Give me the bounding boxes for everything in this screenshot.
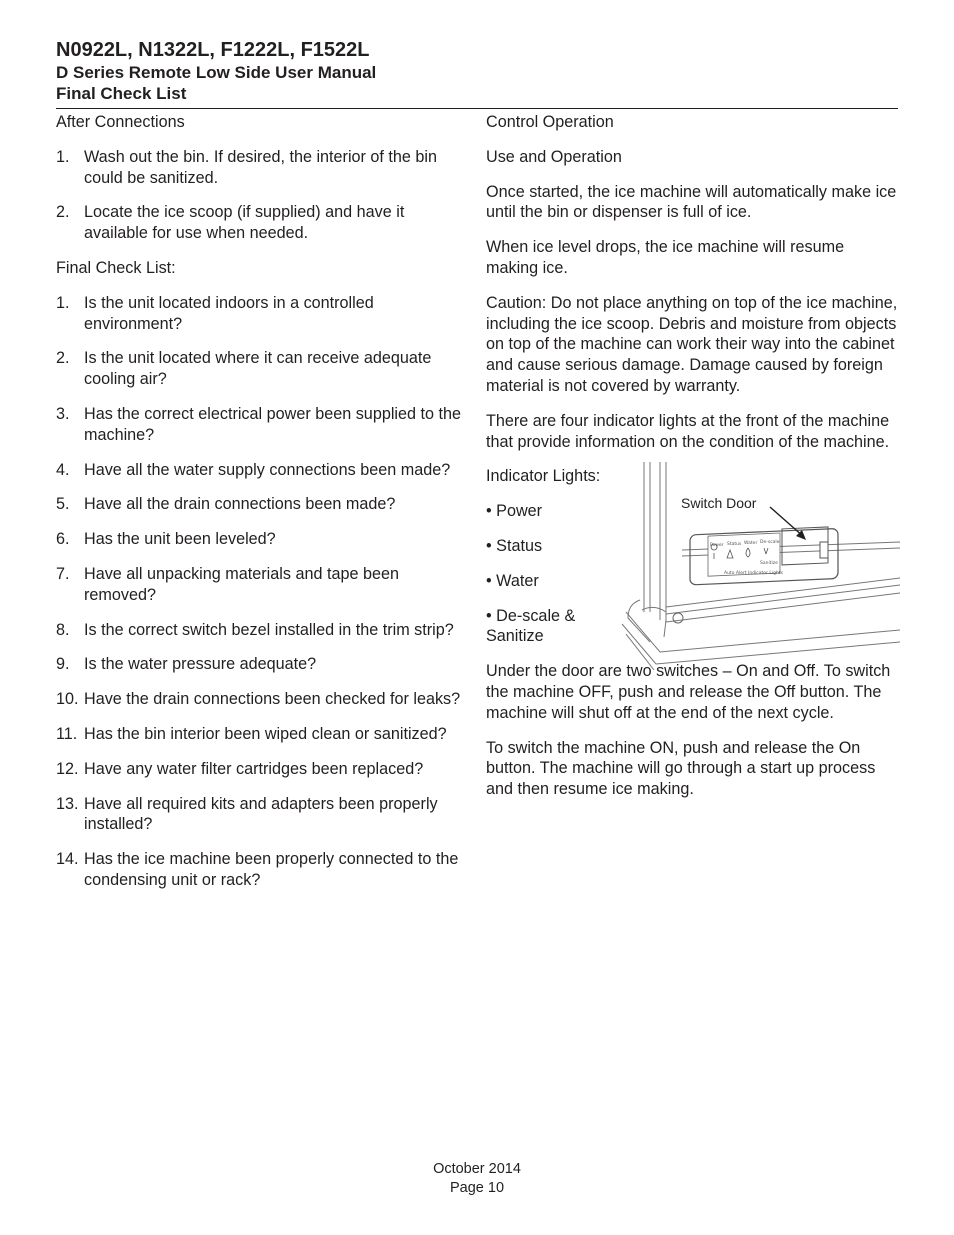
indicator-item: • Water — [486, 571, 539, 590]
list-item: 8. Is the correct switch bezel installed in the trim strip? — [56, 620, 454, 639]
list-item: 11. Has the bin interior been wiped clean or sanitized? — [56, 724, 447, 743]
list-item: 14. Has the ice machine been properly connected to the condensing unit or rack? — [56, 850, 459, 889]
switch-door-illustration — [620, 462, 900, 672]
list-item: 9. Is the water pressure adequate? — [56, 655, 317, 674]
paragraph: To switch the machine ON, push and release the On button. The machine will go through a start up process and then resume ice making. — [486, 738, 876, 799]
list-item: 5. Have all the drain connections been made? — [56, 495, 396, 514]
paragraph: Under the door are two switches – On and Off. To switch the machine OFF, push and release the Off button. The machine will shut off at the end of the next cycle. — [486, 662, 891, 722]
section-title: Final Check List — [56, 84, 187, 103]
paragraph: There are four indicator lights at the front of the machine that provide information on the condition of the machine. — [486, 411, 890, 451]
list-item: 4. Have all the water supply connections been made? — [56, 460, 451, 479]
panel-caption: Auto Alert Indicator Lights — [724, 571, 783, 576]
left-column — [56, 112, 470, 905]
list-item: 2. Is the unit located where it can receive adequate cooling air? — [56, 349, 432, 389]
list-item: 6. Has the unit been leveled? — [56, 530, 276, 549]
paragraph: Once started, the ice machine will automatically make ice until the bin or dispenser is full of ice. — [486, 182, 897, 222]
indicator-heading: Indicator Lights: — [486, 467, 601, 486]
list-item: 1. Is the unit located indoors in a controlled environment? — [56, 293, 374, 333]
list-item: 10. Have the drain connections been checked for leaks? — [56, 690, 461, 709]
page-footer — [0, 1160, 954, 1198]
manual-title: D Series Remote Low Side User Manual — [56, 63, 377, 82]
list-item: 7. Have all unpacking materials and tape been removed? — [56, 564, 399, 604]
final-check-list — [56, 293, 470, 891]
use-operation-heading: Use and Operation — [486, 147, 622, 166]
ice-machine-drawing — [620, 462, 900, 672]
after-connections-list — [56, 147, 470, 244]
after-connections-heading: After Connections — [56, 113, 185, 131]
panel-label-power: Power — [710, 543, 724, 548]
paragraph: When ice level drops, the ice machine will resume making ice. — [486, 238, 845, 277]
header-rule — [56, 108, 898, 109]
indicator-item: • Status — [486, 536, 543, 555]
list-item: 12. Have any water filter cartridges been replaced? — [56, 759, 424, 778]
switch-door-label: Switch Door — [681, 495, 757, 511]
list-item: 13. Have all required kits and adapters been properly installed? — [56, 794, 438, 834]
footer-date: October 2014 — [433, 1161, 521, 1177]
panel-label-descale: De-scale — [760, 540, 780, 545]
indicator-item: • De-scale & Sanitize — [486, 606, 576, 646]
indicator-item: • Power — [486, 502, 543, 521]
panel-label-sanitize: Sanitize — [760, 561, 778, 566]
caution-paragraph: Caution: Do not place anything on top of the ice machine, including the ice scoop. Debris and moisture from objects on top of the machine can work their way into the cabinet and cause serious damage. Damage caused by foreign material is not covered by warranty. — [486, 293, 898, 395]
list-item: 2. Locate the ice scoop (if supplied) and have it available for use when needed. — [56, 203, 405, 243]
final-check-heading: Final Check List: — [56, 258, 176, 277]
page-number: Page 10 — [449, 1180, 505, 1196]
models-title: N0922L, N1322L, F1222L, F1522L — [56, 39, 370, 61]
control-operation-heading: Control Operation — [486, 113, 614, 131]
list-item: 3. Has the correct electrical power been supplied to the machine? — [56, 404, 462, 444]
panel-label-status: Status — [727, 542, 742, 547]
page-header — [56, 38, 898, 104]
panel-label-water: Water — [744, 541, 758, 546]
list-item: 1. Wash out the bin. If desired, the interior of the bin could be sanitized. — [56, 147, 438, 187]
